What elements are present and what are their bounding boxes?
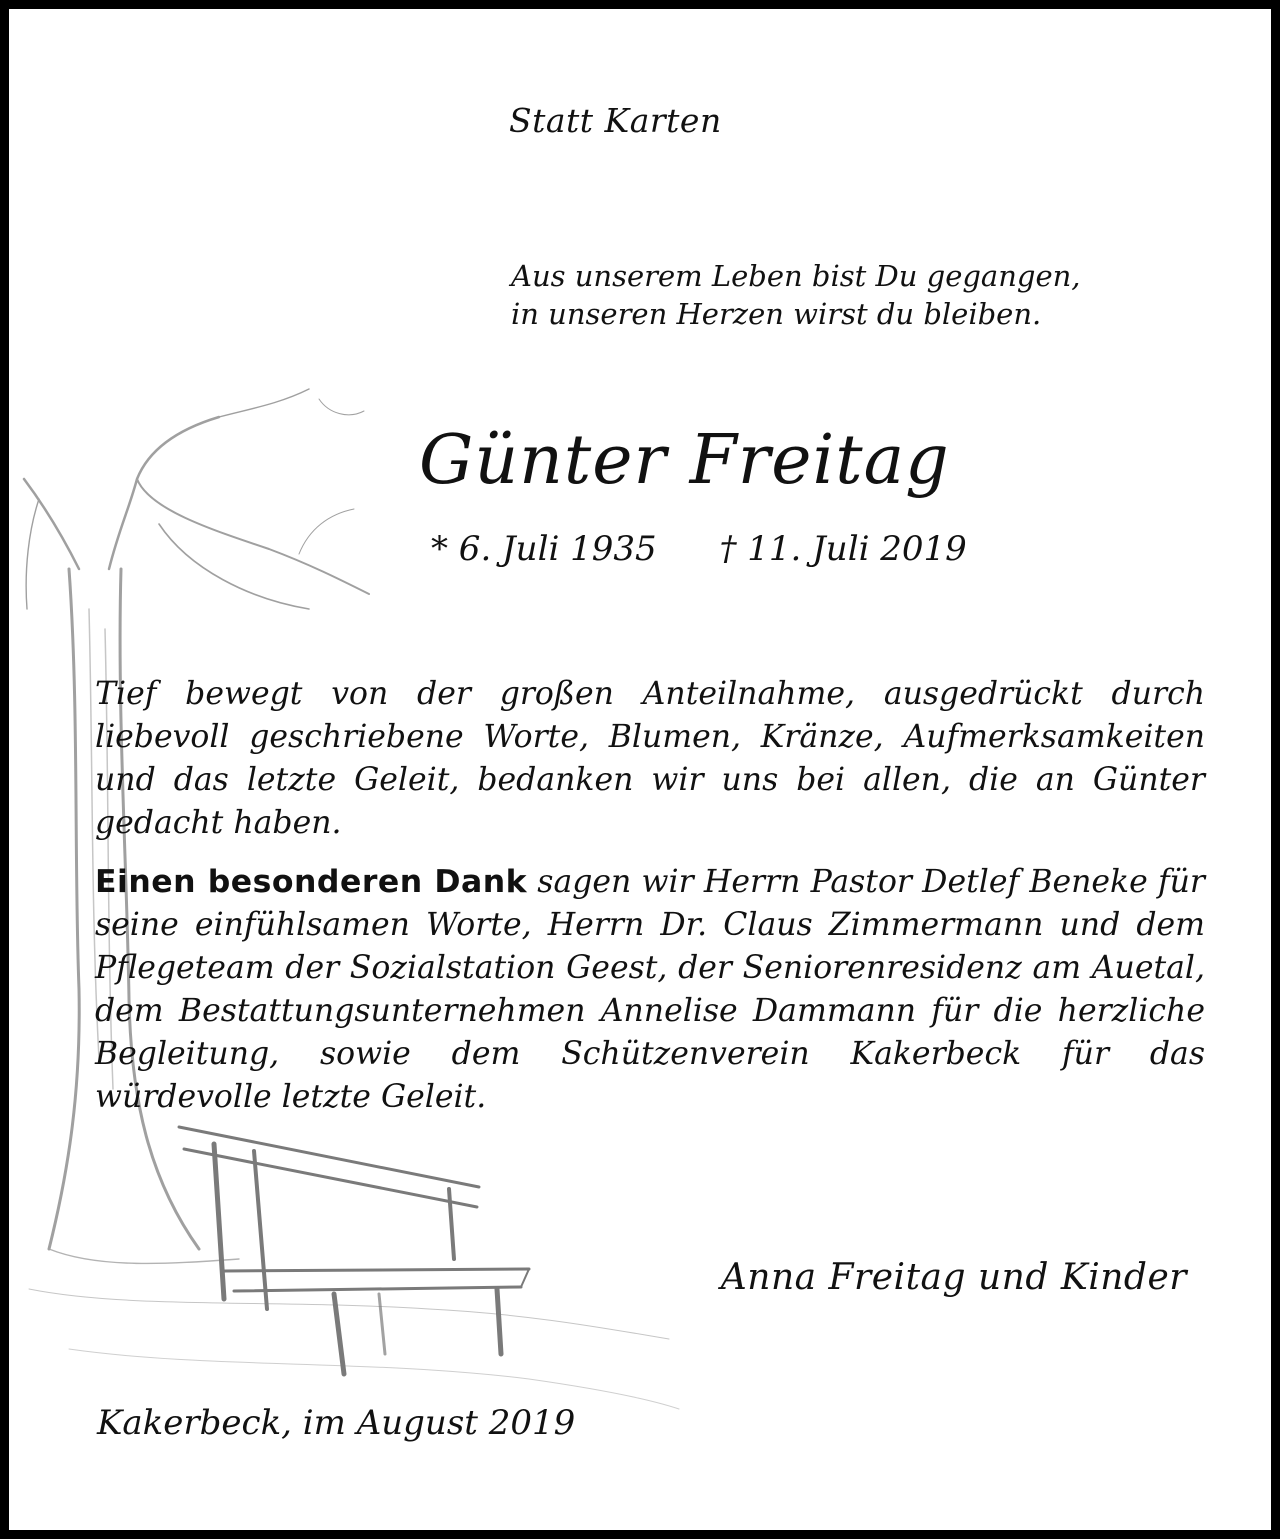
deceased-name: Günter Freitag [419, 421, 950, 500]
thanks-paragraph-2 [95, 861, 1205, 1119]
memorial-quote-line-2: in unseren Herzen wirst du bleiben. [511, 297, 1042, 331]
memorial-quote [511, 257, 1081, 333]
signature: Anna Freitag und Kinder [720, 1257, 1187, 1298]
header-statt-karten: Statt Karten [509, 101, 722, 140]
place-and-date: Kakerbeck, im August 2019 [97, 1403, 576, 1443]
life-dates [431, 529, 967, 569]
death-date: † 11. Juli 2019 [719, 529, 967, 569]
thanks-paragraph-1: Tief bewegt von der großen Anteilnahme, ausgedrückt durch liebevoll geschriebene Worte, Blumen, Kränze, Aufmerksamkeiten und das letzte Geleit, bedanken wir uns bei allen, die an Günter gedacht haben. [95, 676, 1205, 841]
memorial-quote-line-1: Aus unserem Leben bist Du gegangen, [511, 259, 1081, 293]
birth-date: * 6. Juli 1935 [431, 529, 657, 569]
bench-sketch-icon [179, 1127, 529, 1374]
special-thanks-text: sagen wir Herrn Pastor Detlef Beneke für seine einfühlsamen Worte, Herrn Dr. Claus Zimmermann und dem Pflegeteam der Sozialstation Geest, der Seniorenresidenz am Auetal, dem Bestattungsunternehmen Annelise Dammann für die herzliche Begleitung, sowie dem Schützenverein Kakerbeck für das würdevolle letzte Geleit. [95, 864, 1205, 1115]
special-thanks-emphasis: Einen besonderen Dank [95, 864, 528, 900]
